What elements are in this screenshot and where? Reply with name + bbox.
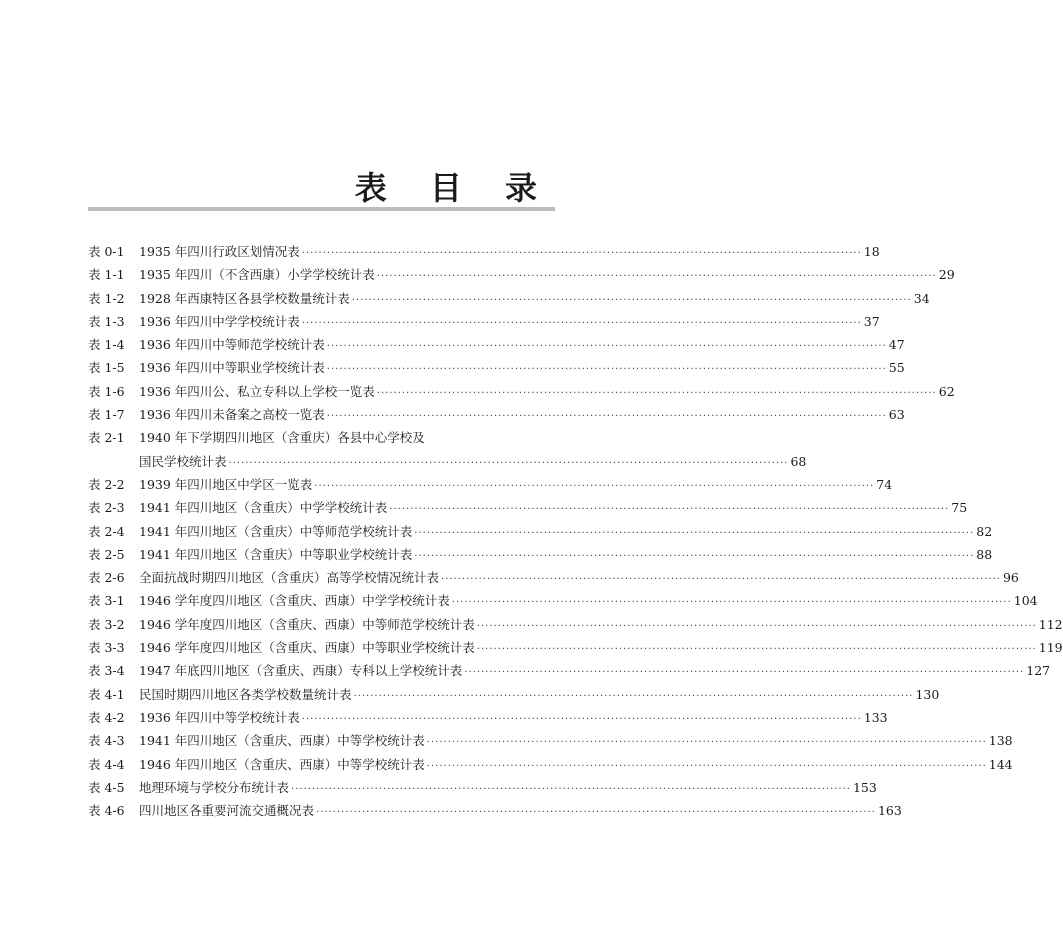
toc-entry-number: 表 2-1: [88, 430, 125, 446]
toc-leader-dots: ······································································································································: [426, 760, 987, 772]
toc-entry-title: 1936 年四川中等学校统计表: [139, 709, 300, 725]
toc-entry-title: 1946 学年度四川地区（含重庆、西康）中等师范学校统计表: [139, 616, 475, 632]
toc-leader-dots: ······································································································································: [291, 783, 851, 795]
toc-entry-number: 表 2-3: [88, 500, 125, 516]
toc-leader-dots: ······································································································································: [414, 527, 975, 539]
toc-leader-dots: ······································································································································: [326, 364, 887, 376]
toc-entry-page: 96: [1002, 570, 1019, 586]
toc-entry-number: 表 4-6: [88, 803, 125, 819]
toc-entry[interactable]: [88, 729, 1013, 752]
toc-entry-number: 表 4-1: [88, 686, 125, 702]
toc-entry[interactable]: [88, 333, 905, 356]
toc-entry-title: 全面抗战时期四川地区（含重庆）高等学校情况统计表: [139, 570, 440, 586]
toc-leader-dots: ······································································································································: [301, 713, 862, 725]
toc-entry-page: 88: [976, 546, 993, 562]
toc-entry-page: 127: [1026, 663, 1051, 679]
toc-entry-page: 29: [938, 267, 955, 283]
toc-entry[interactable]: [88, 356, 905, 379]
toc-list: [88, 240, 1063, 822]
toc-entry[interactable]: [88, 496, 968, 519]
toc-entry-number: 表 2-2: [88, 476, 125, 492]
toc-entry-number: 表 2-6: [88, 570, 125, 586]
toc-entry-number: 表 3-2: [88, 616, 125, 632]
toc-entry[interactable]: [88, 659, 1051, 682]
toc-entry-title: 民国时期四川地区各类学校数量统计表: [139, 686, 352, 702]
toc-leader-dots: ······································································································································: [414, 550, 975, 562]
toc-entry[interactable]: [88, 799, 902, 822]
toc-entry-title: 1935 年四川行政区划情况表: [139, 244, 300, 259]
toc-entry[interactable]: [88, 240, 880, 263]
toc-entry[interactable]: [88, 613, 1063, 636]
toc-entry[interactable]: [88, 380, 955, 403]
toc-entry-title: 1936 年四川公、私立专科以上学校一览表: [139, 383, 375, 399]
toc-leader-dots: ······································································································································: [376, 387, 937, 399]
toc-entry[interactable]: [88, 566, 1019, 589]
toc-entry[interactable]: [88, 776, 877, 799]
toc-leader-dots: ······································································································································: [464, 667, 1025, 679]
toc-entry-title: 1936 年四川中等职业学校统计表: [139, 360, 325, 376]
toc-entry-title: 1941 年四川地区（含重庆）中等师范学校统计表: [139, 523, 413, 539]
toc-leader-dots: ······································································································································: [476, 620, 1037, 632]
toc-entry[interactable]: [88, 426, 556, 449]
toc-leader-dots: ······································································································································: [353, 690, 914, 702]
toc-entry[interactable]: [88, 310, 880, 333]
toc-entry-title: 国民学校统计表: [139, 453, 227, 469]
toc-entry[interactable]: [88, 450, 807, 473]
toc-entry-number: 表 2-4: [88, 523, 125, 539]
toc-entry-number: 表 0-1: [88, 244, 125, 259]
toc-entry-title: 四川地区各重要河流交通概况表: [139, 803, 315, 819]
title-rule: [88, 207, 555, 211]
toc-entry-page: 138: [988, 733, 1013, 749]
toc-entry-title: 1936 年四川中等师范学校统计表: [139, 337, 325, 353]
toc-entry-page: 133: [863, 709, 888, 725]
toc-entry-title: 1941 年四川地区（含重庆）中等职业学校统计表: [139, 546, 413, 562]
toc-entry[interactable]: [88, 683, 940, 706]
toc-entry-page: 47: [888, 337, 905, 353]
toc-entry[interactable]: [88, 589, 1038, 612]
toc-leader-dots: ······································································································································: [351, 294, 912, 306]
toc-entry[interactable]: [88, 403, 905, 426]
toc-leader-dots: ······································································································································: [389, 504, 950, 516]
toc-entry-number: 表 1-5: [88, 360, 125, 376]
toc-leader-dots: ······································································································································: [476, 644, 1037, 656]
toc-leader-dots: ······································································································································: [326, 341, 887, 353]
toc-entry-number: 表 4-4: [88, 756, 125, 772]
toc-leader-dots: ······································································································································: [376, 271, 937, 283]
toc-entry-title: 1936 年四川未备案之高校一览表: [139, 407, 325, 423]
toc-entry[interactable]: [88, 753, 1013, 776]
toc-entry-title: 1940 年下学期四川地区（含重庆）各县中心学校及: [139, 430, 425, 446]
toc-leader-dots: ······································································································································: [326, 411, 887, 423]
toc-entry-number: 表 1-7: [88, 407, 125, 423]
toc-entry[interactable]: [88, 473, 893, 496]
toc-entry[interactable]: [88, 706, 888, 729]
toc-leader-dots: ······································································································································: [301, 248, 862, 259]
toc-entry-number: 表 1-6: [88, 383, 125, 399]
toc-entry-number: 表 1-1: [88, 267, 125, 283]
page-title: 表 目 录: [354, 169, 553, 207]
toc-entry-number: 表 1-3: [88, 313, 125, 329]
toc-leader-dots: ······································································································································: [451, 597, 1012, 609]
toc-entry-number: 表 3-4: [88, 663, 125, 679]
toc-entry-title: 地理环境与学校分布统计表: [139, 779, 290, 795]
toc-entry[interactable]: [88, 287, 930, 310]
toc-entry-title: 1946 学年度四川地区（含重庆、西康）中等职业学校统计表: [139, 640, 475, 656]
toc-entry-title: 1935 年四川（不含西康）小学学校统计表: [139, 267, 375, 283]
toc-entry-title: 1946 年四川地区（含重庆、西康）中等学校统计表: [139, 756, 425, 772]
toc-entry-page: 153: [852, 779, 877, 795]
toc-entry[interactable]: [88, 636, 1063, 659]
toc-entry-page: 119: [1038, 640, 1063, 656]
toc-entry[interactable]: [88, 263, 955, 286]
toc-entry-page: 63: [888, 407, 905, 423]
toc-entry-number: 表 1-2: [88, 290, 125, 306]
toc-entry-page: 112: [1038, 616, 1063, 632]
toc-entry-page: 74: [876, 476, 893, 492]
toc-entry-page: 104: [1013, 593, 1038, 609]
toc-entry-number: 表 3-3: [88, 640, 125, 656]
toc-entry-page: 55: [888, 360, 905, 376]
toc-entry-page: 144: [988, 756, 1013, 772]
toc-entry-title: 1941 年四川地区（含重庆）中学学校统计表: [139, 500, 388, 516]
toc-entry-title: 1928 年西康特区各县学校数量统计表: [139, 290, 350, 306]
toc-entry-page: 82: [976, 523, 993, 539]
toc-entry-number: 表 3-1: [88, 593, 125, 609]
toc-entry-page: 68: [790, 453, 807, 469]
toc-entry[interactable]: [88, 543, 993, 566]
toc-leader-dots: ······································································································································: [314, 480, 875, 492]
toc-entry-number: 表 1-4: [88, 337, 125, 353]
toc-leader-dots: ······································································································································: [441, 574, 1001, 586]
toc-entry-page: 37: [863, 313, 880, 329]
toc-entry-title: 1939 年四川地区中学区一览表: [139, 476, 313, 492]
toc-leader-dots: ······································································································································: [426, 737, 987, 749]
toc-entry-number: 表 4-2: [88, 709, 125, 725]
toc-entry-number: 表 4-3: [88, 733, 125, 749]
toc-entry-page: 18: [863, 244, 880, 259]
toc-leader-dots: ······································································································································: [316, 807, 876, 819]
toc-entry-page: 130: [915, 686, 940, 702]
toc-entry[interactable]: [88, 520, 993, 543]
toc-entry-title: 1947 年底四川地区（含重庆、西康）专科以上学校统计表: [139, 663, 463, 679]
toc-entry-number: 表 2-5: [88, 546, 125, 562]
toc-entry-page: 34: [913, 290, 930, 306]
toc-entry-title: 1936 年四川中学学校统计表: [139, 313, 300, 329]
toc-leader-dots: ······································································································································: [228, 457, 789, 469]
toc-leader-dots: ······································································································································: [301, 317, 862, 329]
toc-entry-page: 62: [938, 383, 955, 399]
toc-entry-number: 表 4-5: [88, 779, 125, 795]
toc-entry-title: 1941 年四川地区（含重庆、西康）中等学校统计表: [139, 733, 425, 749]
toc-entry-page: 163: [877, 803, 902, 819]
toc-entry-title: 1946 学年度四川地区（含重庆、西康）中学学校统计表: [139, 593, 450, 609]
toc-entry-page: 75: [951, 500, 968, 516]
